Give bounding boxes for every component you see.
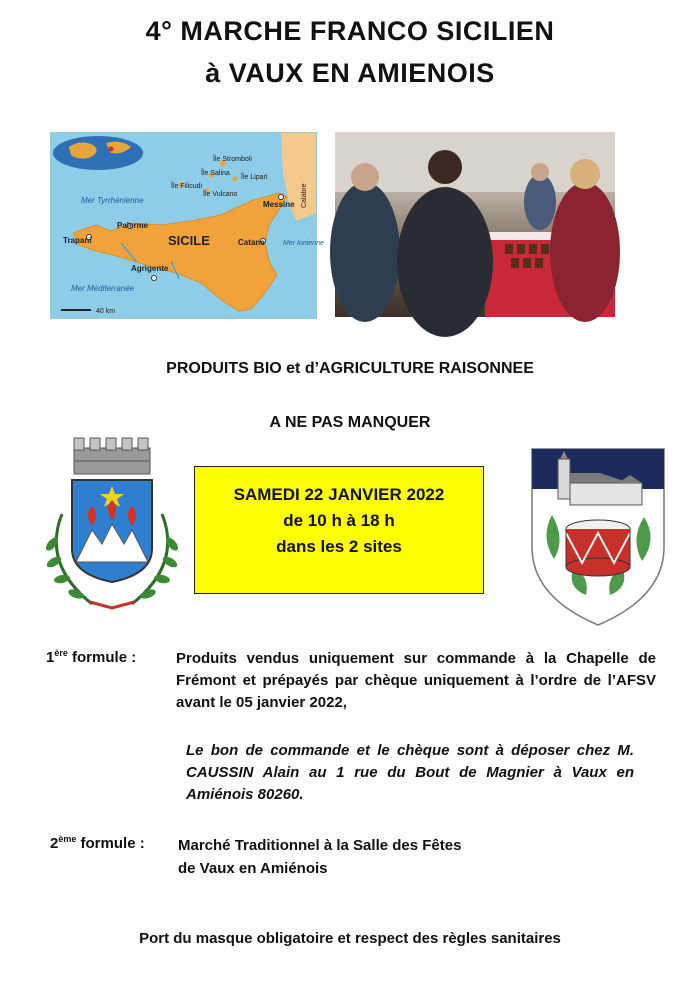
map-label-lipari: Île Lipari	[241, 174, 268, 181]
map-scale-label: 40 km	[96, 308, 116, 315]
map-label-salina: Île Salina	[201, 170, 230, 177]
formule2-ordinal: ème	[58, 834, 77, 844]
map-label-vulcano: Île Vulcano	[203, 191, 238, 198]
map-label-catane: Catane	[238, 238, 265, 247]
vaux-en-amienois-crest	[530, 447, 666, 627]
sicilian-town-crest	[32, 434, 192, 619]
event-date: SAMEDI 22 JANVIER 2022	[233, 485, 445, 504]
sicily-map	[50, 132, 324, 319]
formule1-ordinal: ère	[54, 648, 68, 658]
poster-title-line2: à VAUX EN AMIENOIS	[205, 58, 495, 88]
formule1-number: 1	[46, 649, 55, 666]
formule1-label-text: formule :	[67, 649, 137, 666]
map-label-trapani: Trapani	[63, 236, 92, 245]
formule2-label-text: formule :	[76, 835, 145, 852]
dont-miss-heading: A NE PAS MANQUER	[269, 414, 431, 431]
formule2-line1: Marché Traditionnel à la Salle des Fêtes	[178, 837, 462, 854]
map-label-stromboli: Île Stromboli	[213, 156, 252, 163]
formule2-line2: de Vaux en Amiénois	[178, 860, 328, 877]
formule2-text	[178, 834, 578, 880]
event-hours: de 10 h à 18 h	[283, 511, 395, 530]
event-sites: dans les 2 sites	[276, 537, 402, 556]
map-island-label: SICILE	[168, 233, 210, 248]
formule1-text: Produits vendus uniquement sur commande à la Chapelle de Frémont et prépayés par chèque uniquement à l’ordre de l’AFSV avant le 05 janvier 2022,	[176, 650, 656, 711]
products-heading: PRODUITS BIO et d’AGRICULTURE RAISONNEE	[166, 360, 534, 377]
sanitary-notice: Port du masque obligatoire et respect des règles sanitaires	[139, 930, 561, 947]
map-label-agrigente: Agrigente	[131, 264, 169, 273]
formule1-note: Le bon de commande et le chèque sont à déposer chez M. CAUSSIN Alain au 1 rue du Bout de Magnier à Vaux en Amiénois 80260.	[186, 742, 634, 803]
map-label-ionian-sea: Mer Ionienne	[283, 240, 324, 247]
event-date-box	[194, 466, 484, 594]
map-label-palerme: Palerme	[117, 221, 149, 230]
market-photo	[335, 132, 615, 317]
map-label-calabre: Calabre	[301, 183, 308, 208]
formule1-label	[46, 648, 136, 666]
map-label-tyrrhenian-sea: Mer Tyrrhénienne	[81, 196, 144, 205]
poster-title-line1: 4° MARCHE FRANCO SICILIEN	[145, 16, 555, 46]
map-label-mediterranean-sea: Mer Méditerranée	[71, 284, 135, 293]
formule2-number: 2	[50, 835, 59, 852]
map-label-filicudi: Île Filicudi	[171, 183, 203, 190]
map-label-messine: Messine	[263, 200, 295, 209]
formule2-label	[50, 834, 145, 852]
